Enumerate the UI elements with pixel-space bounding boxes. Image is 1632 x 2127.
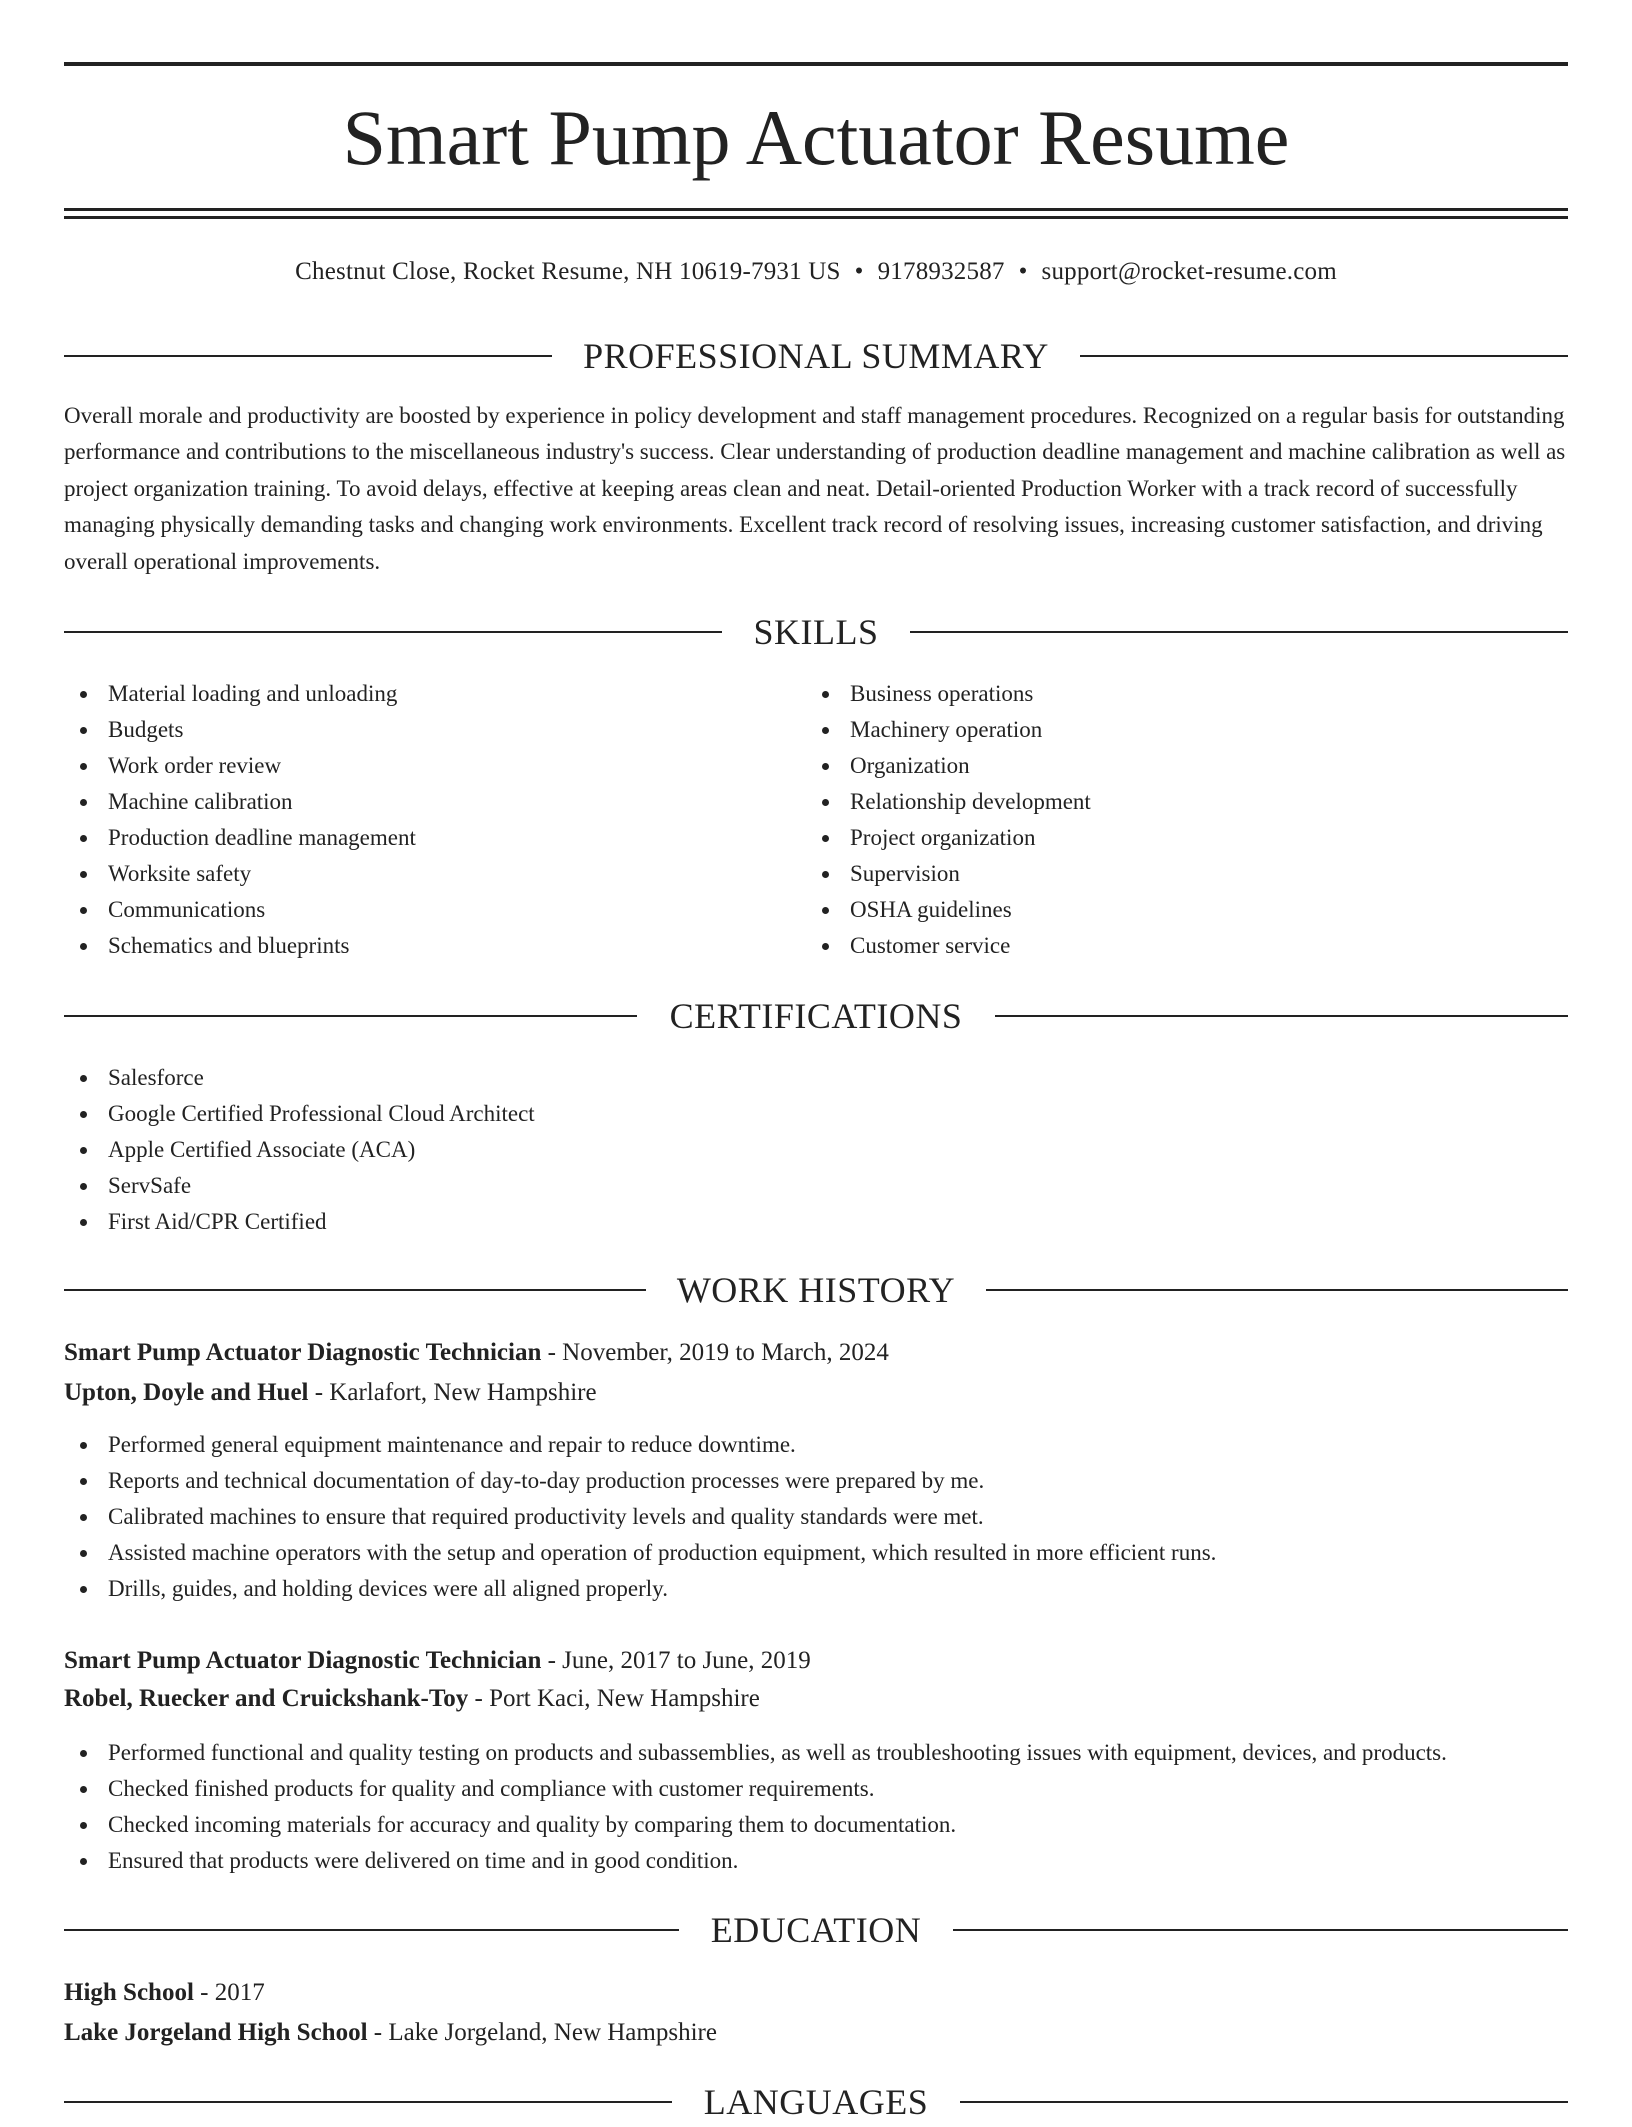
contact-email: support@rocket-resume.com xyxy=(1041,258,1337,285)
section-title-education: EDUCATION xyxy=(710,1910,922,1950)
job-title: Smart Pump Actuator Diagnostic Technician xyxy=(64,1339,542,1366)
contact-separator: • xyxy=(1018,258,1028,285)
job-title-line xyxy=(64,1642,1568,1680)
job-company: Robel, Ruecker and Cruickshank-Toy xyxy=(64,1685,469,1712)
job-dates: - June, 2017 to June, 2019 xyxy=(541,1647,811,1674)
skill-item: OSHA guidelines xyxy=(806,892,1546,928)
summary-text: Overall morale and productivity are boosted by experience in policy development and staff management procedures. Recognized on a regular basis for outstanding performance and contributions to the miscellaneous industry's success. Clear understanding of production deadline management and machine calibration as well as project organization training. To avoid delays, effective at keeping areas clean and neat. Detail-oriented Production Worker with a track record of successfully managing physically demanding tasks and changing work environments. Excellent track record of resolving issues, increasing customer satisfaction, and driving overall operational improvements. xyxy=(64,403,1566,574)
skill-item: Communications xyxy=(64,892,804,928)
skill-item: Supervision xyxy=(806,856,1546,892)
skills-list-right xyxy=(806,676,1546,964)
section-title-work-history: WORK HISTORY xyxy=(676,1270,956,1310)
header-double-rule-lower xyxy=(64,216,1568,219)
certifications-list xyxy=(64,1060,1568,1240)
job-company: Upton, Doyle and Huel xyxy=(64,1379,309,1406)
education-degree-line xyxy=(64,1974,1568,2012)
skill-item: Work order review xyxy=(64,748,804,784)
skill-item: Relationship development xyxy=(806,784,1546,820)
job-title: Smart Pump Actuator Diagnostic Technician xyxy=(64,1647,542,1674)
job-bullet: Assisted machine operators with the setup and operation of production equipment, which resulted in more efficient runs. xyxy=(64,1535,1568,1571)
job-bullet: Checked incoming materials for accuracy and quality by comparing them to documentation. xyxy=(64,1807,1568,1843)
job-bullet: Ensured that products were delivered on time and in good condition. xyxy=(64,1843,1568,1879)
job-company-line xyxy=(64,1374,1568,1412)
section-heading-summary xyxy=(64,331,1568,381)
skill-item: Customer service xyxy=(806,928,1546,964)
skill-item: Production deadline management xyxy=(64,820,804,856)
job-bullets xyxy=(64,1427,1568,1607)
education-school-line xyxy=(64,2014,1568,2052)
contact-address: Chestnut Close, Rocket Resume, NH 10619-7931 US xyxy=(295,258,841,285)
section-heading-skills xyxy=(64,607,1568,657)
education-school: Lake Jorgeland High School xyxy=(64,2019,368,2046)
skill-item: Worksite safety xyxy=(64,856,804,892)
section-heading-languages xyxy=(64,2077,1568,2127)
skill-item: Machinery operation xyxy=(806,712,1546,748)
certification-item: First Aid/CPR Certified xyxy=(64,1204,1568,1240)
education-degree: High School xyxy=(64,1979,194,2006)
job-company-line xyxy=(64,1680,1568,1718)
skill-item: Machine calibration xyxy=(64,784,804,820)
skill-item: Schematics and blueprints xyxy=(64,928,804,964)
section-title-skills: SKILLS xyxy=(753,612,879,652)
header-top-rule xyxy=(64,62,1568,66)
certification-item: Apple Certified Associate (ACA) xyxy=(64,1132,1568,1168)
skill-item: Organization xyxy=(806,748,1546,784)
education-year: - 2017 xyxy=(193,1979,265,2006)
contact-line xyxy=(64,252,1568,292)
certification-item: Salesforce xyxy=(64,1060,1568,1096)
header-double-rule-upper xyxy=(64,208,1568,211)
job-bullet: Performed general equipment maintenance and repair to reduce downtime. xyxy=(64,1427,1568,1463)
job-title-line xyxy=(64,1334,1568,1372)
job-dates: - November, 2019 to March, 2024 xyxy=(541,1339,889,1366)
section-heading-certifications xyxy=(64,991,1568,1041)
contact-phone: 9178932587 xyxy=(877,258,1005,285)
skill-item: Business operations xyxy=(806,676,1546,712)
job-bullet: Performed functional and quality testing on products and subassemblies, as well as troubleshooting issues with equipment, devices, and products. xyxy=(64,1735,1568,1771)
section-heading-education xyxy=(64,1905,1568,1955)
certification-item: ServSafe xyxy=(64,1168,1568,1204)
job-bullet: Reports and technical documentation of day-to-day production processes were prepared by me. xyxy=(64,1463,1568,1499)
job-bullet: Drills, guides, and holding devices were all aligned properly. xyxy=(64,1571,1568,1607)
section-title-certifications: CERTIFICATIONS xyxy=(669,996,963,1036)
skills-list-left xyxy=(64,676,804,964)
job-bullet: Checked finished products for quality and compliance with customer requirements. xyxy=(64,1771,1568,1807)
skill-item: Project organization xyxy=(806,820,1546,856)
skill-item: Budgets xyxy=(64,712,804,748)
education-location: - Lake Jorgeland, New Hampshire xyxy=(367,2019,717,2046)
section-heading-work-history xyxy=(64,1265,1568,1315)
job-bullets xyxy=(64,1735,1568,1879)
resume-title: Smart Pump Actuator Resume xyxy=(342,94,1290,181)
job-bullet: Calibrated machines to ensure that required productivity levels and quality standards were met. xyxy=(64,1499,1568,1535)
job-location: - Karlafort, New Hampshire xyxy=(308,1379,597,1406)
section-title-summary: PROFESSIONAL SUMMARY xyxy=(583,336,1049,376)
section-title-languages: LANGUAGES xyxy=(703,2082,929,2122)
certification-item: Google Certified Professional Cloud Architect xyxy=(64,1096,1568,1132)
skill-item: Material loading and unloading xyxy=(64,676,804,712)
contact-separator: • xyxy=(854,258,864,285)
job-location: - Port Kaci, New Hampshire xyxy=(468,1685,760,1712)
